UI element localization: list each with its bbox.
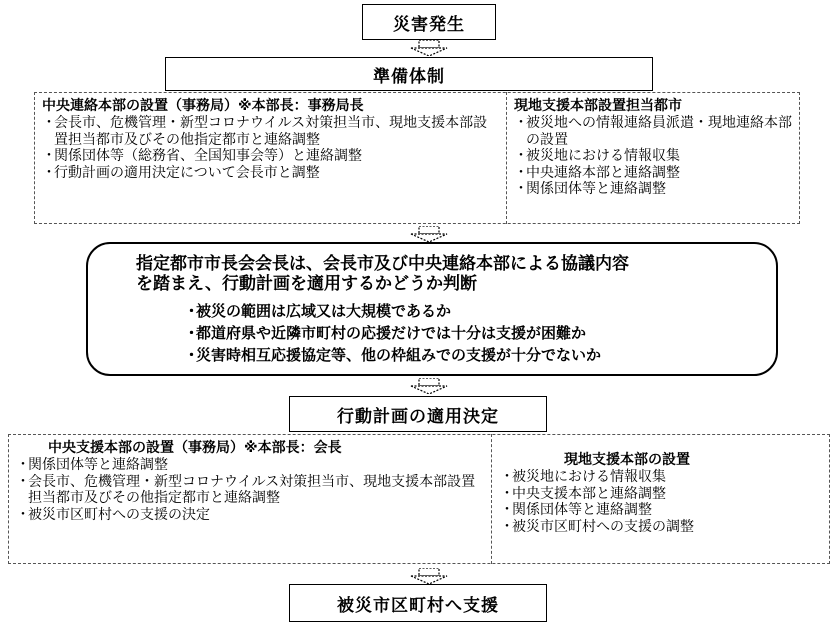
list-item: ・ 被災地における情報収集	[514, 148, 796, 165]
local-support-section	[500, 452, 822, 535]
preparation-divider	[506, 92, 507, 224]
list-item: ・ 関係団体等と連絡調整	[514, 181, 796, 198]
list-item: ・ 会長市、危機管理・新型コロナウイルス対策担当市、現地支援本部設置担当都市及びその他指定都市と連絡調整	[16, 474, 484, 507]
list-item: ・ 災害時相互応援協定等、他の枠組みでの支援が十分でないか	[184, 344, 744, 366]
list-item: ・ 関係団体等と連絡調整	[16, 457, 484, 474]
central-support-list	[16, 457, 484, 523]
flow-arrow-1	[407, 40, 451, 56]
list-item: ・ 関係団体等と連絡調整	[500, 502, 822, 519]
list-item: ・ 中央支援本部と連絡調整	[500, 486, 822, 503]
list-item: ・ 被災市区町村への支援の調整	[500, 519, 822, 536]
flow-arrow-3	[407, 378, 451, 394]
step-plan-application-decision	[289, 396, 547, 432]
local-support-city-section	[514, 98, 796, 198]
list-item: ・ 中央連絡本部と連絡調整	[514, 165, 796, 182]
judgment-statement	[136, 254, 766, 294]
central-liaison-section	[42, 98, 498, 181]
flow-arrow-2	[407, 226, 451, 242]
step-judgment	[86, 242, 778, 376]
list-item: ・ 被災地への情報連絡員派遣・現地連絡本部の設置	[514, 115, 796, 148]
list-item: ・ 行動計画の適用決定について会長市と調整	[42, 165, 498, 182]
local-support-city-list	[514, 115, 796, 198]
list-item: ・ 被災の範囲は広域又は大規模であるか	[184, 300, 744, 322]
judgment-criteria-list	[184, 300, 744, 366]
local-support-list	[500, 469, 822, 535]
central-support-section	[16, 440, 484, 523]
local-support-city-heading: 現地支援本部設置担当都市	[514, 98, 682, 114]
flow-arrow-4	[407, 568, 451, 584]
central-support-heading: 中央支援本部の設置（事務局）※本部長：会長	[48, 440, 342, 456]
judgment-line-1: 指定都市市長会会長は、会長市及び中央連絡本部による協議内容	[136, 254, 629, 274]
step-plan-application-decision-label: 行動計画の適用決定	[337, 406, 499, 427]
list-item: ・ 被災地における情報収集	[500, 469, 822, 486]
list-item: ・ 会長市、危機管理・新型コロナウイルス対策担当市、現地支援本部設置担当都市及びその他指定都市と連絡調整	[42, 115, 498, 148]
step-support-affected-municipalities	[289, 584, 547, 622]
step-preparation	[165, 57, 653, 91]
local-support-heading: 現地支援本部の設置	[564, 452, 690, 468]
step-preparation-label: 準備体制	[373, 66, 445, 87]
step-disaster-occurrence-label: 災害発生	[393, 14, 465, 35]
list-item: ・ 被災市区町村への支援の決定	[16, 507, 484, 524]
central-liaison-list	[42, 115, 498, 181]
list-item: ・ 関係団体等（総務省、全国知事会等）と連絡調整	[42, 148, 498, 165]
central-liaison-heading: 中央連絡本部の設置（事務局）※本部長：事務局長	[42, 98, 364, 114]
step-disaster-occurrence	[362, 4, 496, 40]
judgment-line-2: を踏まえ、行動計画を適用するかどうか判断	[136, 274, 478, 294]
decision-divider	[491, 434, 492, 564]
list-item: ・ 都道府県や近隣市町村の応援だけでは十分は支援が困難か	[184, 322, 744, 344]
step-support-affected-municipalities-label: 被災市区町村へ支援	[337, 595, 499, 616]
